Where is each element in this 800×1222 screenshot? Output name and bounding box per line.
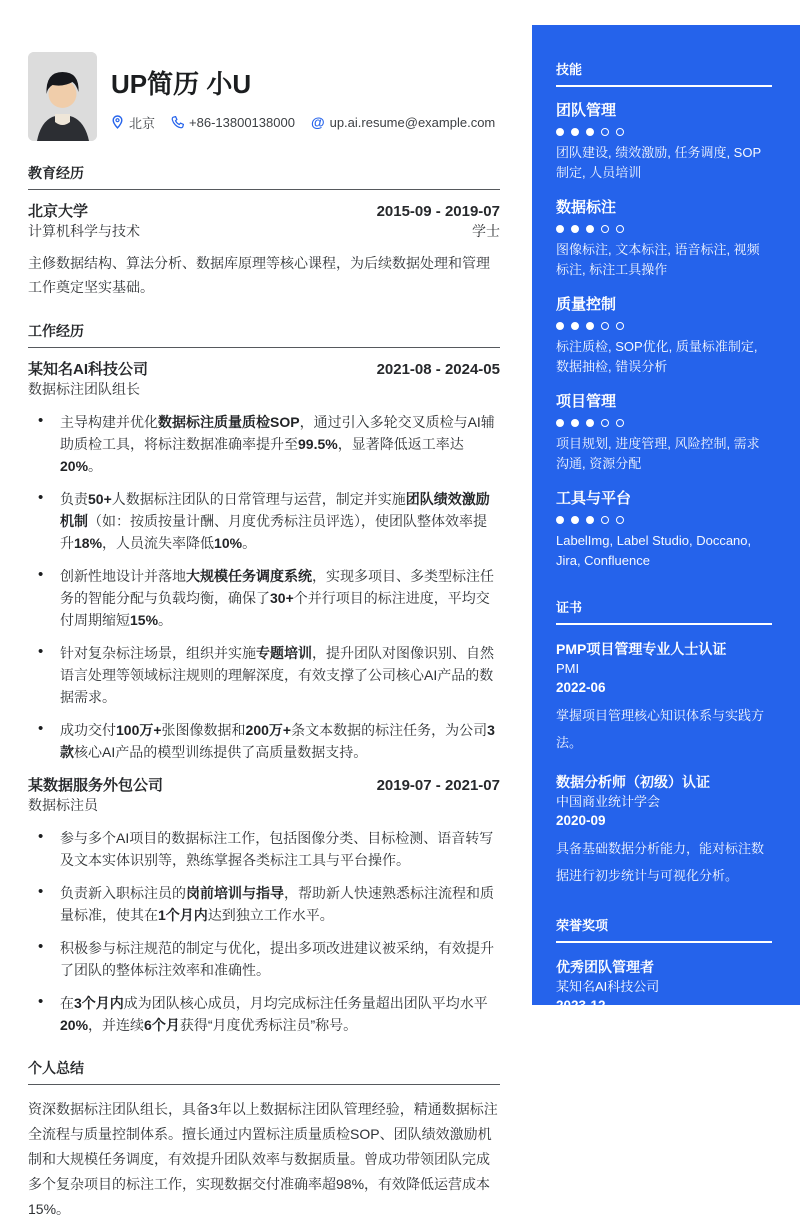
dot-empty-icon [601, 128, 609, 136]
resume-header [28, 52, 500, 141]
job-bullet: • 负责50+人数据标注团队的日常管理与运营，制定并实施团队绩效激励机制（如：按质按量计酬、月度优秀标注员评选），使团队整体效率提升18%，人员流失率降低10%。 [28, 488, 500, 554]
dot-empty-icon [616, 128, 624, 136]
job-bullet: • 主导构建并优化数据标注质量质检SOP，通过引入多轮交叉质检与AI辅助质检工具，将标注数据准确率提升至99.5%，显著降低返工率达20%。 [28, 411, 500, 477]
job-bullet: • 创新性地设计并落地大规模任务调度系统，实现多项目、多类型标注任务的智能分配与负载均衡，确保了30+个并行项目的标注进度，平均交付周期缩短15%。 [28, 565, 500, 631]
dot-filled-icon [571, 322, 579, 330]
education-section-title: 教育经历 [28, 163, 500, 190]
dot-empty-icon [601, 516, 609, 524]
certs-section-title: 证书 [556, 597, 772, 625]
awards-section [556, 915, 772, 1207]
award-entry-name: 优秀团队管理者 [556, 959, 654, 975]
profile-photo-illustration [28, 52, 97, 141]
award-entry-org: 某知名AI科技公司 [556, 979, 660, 994]
company-name: 某数据服务外包公司 [28, 777, 164, 794]
contact-phone [171, 115, 295, 130]
profile-photo [28, 52, 97, 141]
award-entry-name: 年度最佳标注员 [556, 1092, 654, 1108]
dot-filled-icon [586, 322, 594, 330]
job-period: 2019-07 - 2021-07 [376, 777, 500, 794]
job-bullet: • 在3个月内成为团队核心成员，月均完成标注任务量超出团队平均水平20%，并连续6个月获得“月度优秀标注员”称号。 [28, 992, 500, 1036]
dot-filled-icon [571, 419, 579, 427]
contact-row [111, 113, 495, 132]
cert-entry-name: 数据分析师（初级）认证 [556, 774, 710, 790]
cert-entry-date: 2020-09 [556, 813, 606, 828]
dot-filled-icon [586, 516, 594, 524]
awards-section-title: 荣誉奖项 [556, 915, 772, 943]
skill-item [556, 489, 772, 571]
school-name: 北京大学 [28, 203, 89, 220]
jobs [28, 358, 500, 1036]
dot-filled-icon [556, 128, 564, 136]
award-entry-description: 因卓越的标注效率和准确率获得公司年度最高荣誉。 [556, 1159, 765, 1201]
job-bullet: • 针对复杂标注场景，组织并实施专题培训，提升团队对图像识别、自然语言处理等领域标注规则的理解深度，有效支撑了公司核心AI产品的数据需求。 [28, 642, 500, 708]
certs-list [556, 639, 772, 889]
skill-name: 项目管理 [556, 393, 617, 410]
skill-level-dots [556, 128, 772, 136]
contact-location [111, 113, 155, 132]
location-icon [111, 115, 124, 129]
dot-filled-icon [571, 225, 579, 233]
skill-item [556, 198, 772, 280]
dot-empty-icon [601, 225, 609, 233]
summary-section-title: 个人总结 [28, 1058, 500, 1085]
skill-name: 质量控制 [556, 296, 617, 313]
dot-filled-icon [556, 225, 564, 233]
main-column [28, 0, 500, 1222]
dot-empty-icon [616, 322, 624, 330]
email-icon: @ [310, 114, 325, 130]
dot-empty-icon [601, 322, 609, 330]
skills-list [556, 101, 772, 571]
awards-list [556, 957, 772, 1207]
skill-level-dots [556, 322, 772, 330]
education-degree: 学士 [472, 223, 500, 239]
award-entry-description: 表彰在团队建设、效率提升和质量控制方面的突出贡献。 [556, 1026, 765, 1068]
skill-name: 工具与平台 [556, 490, 632, 507]
skills-section-title: 技能 [556, 59, 772, 87]
award-entry-date: 2020-01 [556, 1131, 606, 1146]
skill-name: 数据标注 [556, 199, 617, 216]
education-description: 主修数据结构、算法分析、数据库原理等核心课程，为后续数据处理和管理工作奠定坚实基础。 [28, 255, 490, 295]
cert-entry-org: 中国商业统计学会 [556, 794, 661, 809]
skill-description: 标注质检, SOP优化, 质量标准制定, 数据抽检, 错误分析 [556, 339, 758, 374]
award-entry-org: 某数据服务外包公司 [556, 1112, 674, 1127]
job-bullet: • 积极参与标注规范的制定与优化，提出多项改进建议被采纳，有效提升了团队的整体标注效率和准确性。 [28, 937, 500, 981]
award-entry [556, 1090, 772, 1207]
cert-entry-org: PMI [556, 661, 580, 676]
dot-empty-icon [616, 516, 624, 524]
cert-entry-date: 2022-06 [556, 680, 606, 695]
job-period: 2021-08 - 2024-05 [376, 361, 500, 378]
skill-level-dots [556, 516, 772, 524]
job-entry [28, 358, 500, 763]
skill-item [556, 101, 772, 183]
skill-item [556, 392, 772, 474]
work-section [28, 321, 500, 1036]
education-subrow [28, 221, 500, 241]
header-info [111, 52, 495, 141]
dot-filled-icon [556, 516, 564, 524]
job-bullet: • 负责新入职标注员的岗前培训与指导，帮助新人快速熟悉标注流程和质量标准，使其在1个月内达到独立工作水平。 [28, 882, 500, 926]
dot-filled-icon [586, 419, 594, 427]
job-bullets [28, 827, 500, 1036]
summary-section [28, 1058, 500, 1222]
job-entry [28, 774, 500, 1036]
education-period: 2015-09 - 2019-07 [376, 203, 500, 220]
job-bullet: • 参与多个AI项目的数据标注工作，包括图像分类、目标检测、语音转写及文本实体识别等，熟练掌握各类标注工具与平台操作。 [28, 827, 500, 871]
job-header-row [28, 774, 500, 795]
candidate-name: UP简历 小U [111, 68, 252, 99]
phone-icon [171, 116, 184, 129]
dot-empty-icon [616, 419, 624, 427]
cert-entry-name: PMP项目管理专业人士认证 [556, 641, 727, 657]
skill-description: LabelImg, Label Studio, Doccano, Jira, Confluence [556, 533, 752, 568]
cert-entry-description: 具备基础数据分析能力，能对标注数据进行初步统计与可视化分析。 [556, 841, 765, 883]
company-name: 某知名AI科技公司 [28, 361, 149, 378]
sidebar [532, 25, 800, 1201]
dot-filled-icon [556, 322, 564, 330]
contact-location-text: 北京 [129, 115, 156, 131]
dot-filled-icon [571, 128, 579, 136]
job-header-row [28, 358, 500, 379]
job-role: 数据标注团队组长 [28, 381, 140, 397]
certs-section [556, 597, 772, 889]
award-entry [556, 957, 772, 1074]
skill-description: 团队建设, 绩效激励, 任务调度, SOP制定, 人员培训 [556, 145, 762, 180]
contact-email [311, 114, 495, 130]
cert-entry [556, 772, 772, 889]
skill-description: 图像标注, 文本标注, 语音标注, 视频标注, 标注工具操作 [556, 242, 760, 277]
education-section [28, 163, 500, 299]
dot-empty-icon [616, 225, 624, 233]
job-role: 数据标注员 [28, 797, 98, 813]
skill-name: 团队管理 [556, 102, 617, 119]
work-section-title: 工作经历 [28, 321, 500, 348]
job-bullets [28, 411, 500, 763]
cert-entry-description: 掌握项目管理核心知识体系与实践方法。 [556, 708, 765, 750]
award-entry-date: 2023-12 [556, 998, 606, 1013]
skill-level-dots [556, 419, 772, 427]
job-bullet: • 成功交付100万+张图像数据和200万+条文本数据的标注任务，为公司3款核心AI产品的模型训练提供了高质量数据支持。 [28, 719, 500, 763]
skill-item [556, 295, 772, 377]
skills-section [556, 59, 772, 571]
dot-filled-icon [571, 516, 579, 524]
education-major: 计算机科学与技术 [28, 223, 140, 239]
skill-level-dots [556, 225, 772, 233]
dot-filled-icon [556, 419, 564, 427]
skill-description: 项目规划, 进度管理, 风险控制, 需求沟通, 资源分配 [556, 436, 760, 471]
cert-entry [556, 639, 772, 756]
dot-filled-icon [586, 128, 594, 136]
dot-empty-icon [601, 419, 609, 427]
dot-filled-icon [586, 225, 594, 233]
education-row [28, 200, 500, 221]
summary-text: 资深数据标注团队组长，具备3年以上数据标注团队管理经验，精通数据标注全流程与质量控制体系。擅长通过内置标注质量质检SOP、团队绩效激励机制和大规模任务调度，有效提升团队效率与数据质量。曾成功带领团队完成多个复杂项目的标注工作，实现数据交付准确率超98%，有效降低运营成本15%。 [28, 1101, 498, 1217]
contact-email-text: up.ai.resume@example.com [329, 114, 496, 130]
contact-phone-text: +86-13800138000 [189, 114, 295, 130]
